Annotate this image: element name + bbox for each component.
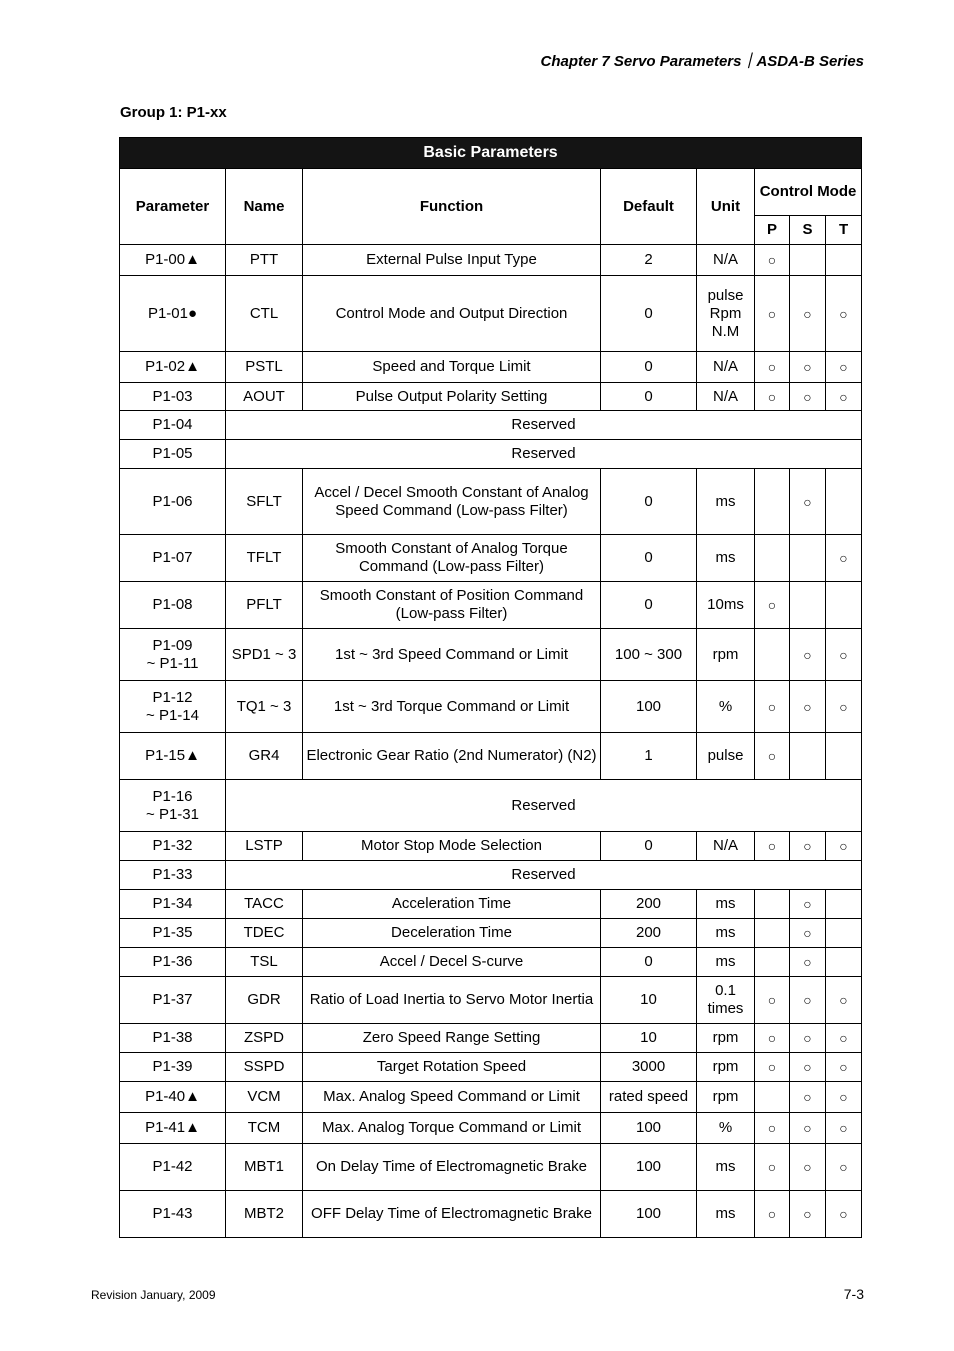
cell-unit: pulse Rpm N.M bbox=[697, 276, 755, 352]
cell-default: 1 bbox=[601, 733, 697, 780]
cell-default: 10 bbox=[601, 1024, 697, 1053]
cell-parameter: P1-38 bbox=[120, 1024, 226, 1053]
cell-unit: ms bbox=[697, 919, 755, 948]
cell-default: 100 ~ 300 bbox=[601, 629, 697, 681]
table-row bbox=[120, 1082, 862, 1113]
chapter-header: Chapter 7 Servo Parameters｜ASDA-B Series bbox=[540, 53, 864, 70]
cell-mode-t bbox=[826, 948, 862, 977]
cell-parameter: P1-12 ~ P1-14 bbox=[120, 681, 226, 733]
cell-function: Zero Speed Range Setting bbox=[303, 1024, 601, 1053]
cell-mode-s bbox=[790, 245, 826, 276]
col-name: Name bbox=[226, 169, 303, 245]
cell-mode-t bbox=[826, 919, 862, 948]
cell-default: 0 bbox=[601, 276, 697, 352]
cell-mode-s: ○ bbox=[790, 890, 826, 919]
cell-mode-p: ○ bbox=[755, 383, 790, 411]
table-row bbox=[120, 276, 862, 352]
table-row bbox=[120, 780, 862, 832]
cell-default: 0 bbox=[601, 535, 697, 582]
col-mode-t: T bbox=[826, 216, 862, 245]
cell-function: Speed and Torque Limit bbox=[303, 352, 601, 383]
col-function: Function bbox=[303, 169, 601, 245]
revision-footer: Revision January, 2009 bbox=[91, 1288, 216, 1302]
table-row bbox=[120, 1113, 862, 1144]
cell-name: PTT bbox=[226, 245, 303, 276]
cell-mode-s: ○ bbox=[790, 469, 826, 535]
table-row bbox=[120, 977, 862, 1024]
cell-mode-s: ○ bbox=[790, 1024, 826, 1053]
cell-mode-p: ○ bbox=[755, 1191, 790, 1238]
cell-function: OFF Delay Time of Electromagnetic Brake bbox=[303, 1191, 601, 1238]
cell-mode-s: ○ bbox=[790, 1082, 826, 1113]
col-control-mode: Control Mode bbox=[755, 169, 862, 216]
cell-parameter: P1-34 bbox=[120, 890, 226, 919]
table-row bbox=[120, 629, 862, 681]
cell-unit: 0.1 times bbox=[697, 977, 755, 1024]
cell-parameter: P1-43 bbox=[120, 1191, 226, 1238]
cell-parameter: P1-08 bbox=[120, 582, 226, 629]
cell-parameter: P1-16 ~ P1-31 bbox=[120, 780, 226, 832]
page-number: 7-3 bbox=[843, 1286, 864, 1302]
cell-default: 0 bbox=[601, 352, 697, 383]
cell-mode-s: ○ bbox=[790, 1113, 826, 1144]
cell-function: Pulse Output Polarity Setting bbox=[303, 383, 601, 411]
table-row bbox=[120, 733, 862, 780]
cell-parameter: P1-15▲ bbox=[120, 733, 226, 780]
cell-mode-s: ○ bbox=[790, 1191, 826, 1238]
cell-unit: rpm bbox=[697, 1082, 755, 1113]
cell-default: 0 bbox=[601, 469, 697, 535]
cell-unit: ms bbox=[697, 1191, 755, 1238]
cell-reserved: Reserved bbox=[226, 411, 862, 440]
group-title: Group 1: P1-xx bbox=[120, 104, 227, 121]
cell-default: 200 bbox=[601, 890, 697, 919]
cell-unit: pulse bbox=[697, 733, 755, 780]
cell-default: 100 bbox=[601, 681, 697, 733]
cell-mode-t: ○ bbox=[826, 1191, 862, 1238]
cell-function: Motor Stop Mode Selection bbox=[303, 832, 601, 861]
cell-parameter: P1-02▲ bbox=[120, 352, 226, 383]
cell-name: MBT2 bbox=[226, 1191, 303, 1238]
table-row bbox=[120, 411, 862, 440]
cell-parameter: P1-40▲ bbox=[120, 1082, 226, 1113]
cell-name: SFLT bbox=[226, 469, 303, 535]
table-row bbox=[120, 919, 862, 948]
table-row bbox=[120, 681, 862, 733]
cell-mode-t: ○ bbox=[826, 629, 862, 681]
cell-default: 2 bbox=[601, 245, 697, 276]
cell-mode-p bbox=[755, 919, 790, 948]
cell-name: CTL bbox=[226, 276, 303, 352]
cell-mode-t: ○ bbox=[826, 1082, 862, 1113]
cell-unit: ms bbox=[697, 890, 755, 919]
cell-mode-s: ○ bbox=[790, 977, 826, 1024]
cell-mode-p: ○ bbox=[755, 832, 790, 861]
cell-mode-s bbox=[790, 535, 826, 582]
cell-name: PSTL bbox=[226, 352, 303, 383]
table-row bbox=[120, 1144, 862, 1191]
cell-mode-s bbox=[790, 582, 826, 629]
cell-default: 0 bbox=[601, 383, 697, 411]
cell-mode-t: ○ bbox=[826, 1144, 862, 1191]
cell-unit: ms bbox=[697, 948, 755, 977]
cell-function: 1st ~ 3rd Torque Command or Limit bbox=[303, 681, 601, 733]
cell-default: 100 bbox=[601, 1191, 697, 1238]
cell-mode-t: ○ bbox=[826, 977, 862, 1024]
cell-mode-t: ○ bbox=[826, 1053, 862, 1082]
cell-mode-t: ○ bbox=[826, 1024, 862, 1053]
table-row bbox=[120, 469, 862, 535]
col-mode-s: S bbox=[790, 216, 826, 245]
cell-unit: ms bbox=[697, 469, 755, 535]
col-parameter: Parameter bbox=[120, 169, 226, 245]
cell-mode-p: ○ bbox=[755, 1113, 790, 1144]
cell-mode-s bbox=[790, 733, 826, 780]
col-unit: Unit bbox=[697, 169, 755, 245]
cell-function: Smooth Constant of Analog Torque Command (Low-pass Filter) bbox=[303, 535, 601, 582]
cell-function: Electronic Gear Ratio (2nd Numerator) (N2) bbox=[303, 733, 601, 780]
cell-name: SSPD bbox=[226, 1053, 303, 1082]
cell-unit: N/A bbox=[697, 383, 755, 411]
cell-reserved: Reserved bbox=[226, 780, 862, 832]
cell-parameter: P1-06 bbox=[120, 469, 226, 535]
cell-mode-s: ○ bbox=[790, 352, 826, 383]
cell-unit: N/A bbox=[697, 245, 755, 276]
cell-function: 1st ~ 3rd Speed Command or Limit bbox=[303, 629, 601, 681]
cell-name: TQ1 ~ 3 bbox=[226, 681, 303, 733]
table-body bbox=[120, 245, 862, 1238]
cell-parameter: P1-05 bbox=[120, 440, 226, 469]
cell-mode-t: ○ bbox=[826, 832, 862, 861]
table-row bbox=[120, 890, 862, 919]
cell-mode-s: ○ bbox=[790, 383, 826, 411]
cell-default: 0 bbox=[601, 948, 697, 977]
cell-name: GDR bbox=[226, 977, 303, 1024]
cell-mode-p bbox=[755, 629, 790, 681]
cell-name: GR4 bbox=[226, 733, 303, 780]
cell-mode-s: ○ bbox=[790, 919, 826, 948]
cell-mode-p: ○ bbox=[755, 681, 790, 733]
cell-function: On Delay Time of Electromagnetic Brake bbox=[303, 1144, 601, 1191]
cell-unit: N/A bbox=[697, 352, 755, 383]
cell-unit: rpm bbox=[697, 629, 755, 681]
cell-mode-t: ○ bbox=[826, 276, 862, 352]
cell-mode-t bbox=[826, 469, 862, 535]
cell-function: Accel / Decel S-curve bbox=[303, 948, 601, 977]
cell-default: 100 bbox=[601, 1113, 697, 1144]
cell-default: 0 bbox=[601, 832, 697, 861]
cell-parameter: P1-36 bbox=[120, 948, 226, 977]
cell-default: rated speed bbox=[601, 1082, 697, 1113]
cell-mode-p bbox=[755, 948, 790, 977]
cell-name: ZSPD bbox=[226, 1024, 303, 1053]
cell-mode-t: ○ bbox=[826, 1113, 862, 1144]
cell-parameter: P1-39 bbox=[120, 1053, 226, 1082]
cell-mode-p bbox=[755, 890, 790, 919]
cell-mode-p: ○ bbox=[755, 1144, 790, 1191]
cell-function: Max. Analog Speed Command or Limit bbox=[303, 1082, 601, 1113]
table-row bbox=[120, 582, 862, 629]
cell-default: 10 bbox=[601, 977, 697, 1024]
cell-mode-p: ○ bbox=[755, 352, 790, 383]
cell-mode-s: ○ bbox=[790, 832, 826, 861]
cell-function: Deceleration Time bbox=[303, 919, 601, 948]
cell-unit: rpm bbox=[697, 1053, 755, 1082]
table-row bbox=[120, 440, 862, 469]
cell-mode-p bbox=[755, 535, 790, 582]
cell-mode-t bbox=[826, 733, 862, 780]
cell-parameter: P1-09 ~ P1-11 bbox=[120, 629, 226, 681]
cell-mode-s: ○ bbox=[790, 1144, 826, 1191]
table-row bbox=[120, 535, 862, 582]
cell-parameter: P1-03 bbox=[120, 383, 226, 411]
cell-mode-p: ○ bbox=[755, 276, 790, 352]
table-row bbox=[120, 1024, 862, 1053]
cell-parameter: P1-35 bbox=[120, 919, 226, 948]
table-row bbox=[120, 352, 862, 383]
table-row bbox=[120, 1191, 862, 1238]
cell-function: Accel / Decel Smooth Constant of Analog Speed Command (Low-pass Filter) bbox=[303, 469, 601, 535]
cell-unit: % bbox=[697, 681, 755, 733]
cell-mode-t bbox=[826, 245, 862, 276]
cell-name: SPD1 ~ 3 bbox=[226, 629, 303, 681]
cell-mode-s: ○ bbox=[790, 276, 826, 352]
basic-parameters-table bbox=[119, 137, 862, 1238]
cell-unit: rpm bbox=[697, 1024, 755, 1053]
cell-mode-p: ○ bbox=[755, 582, 790, 629]
cell-parameter: P1-00▲ bbox=[120, 245, 226, 276]
table-row bbox=[120, 245, 862, 276]
cell-function: External Pulse Input Type bbox=[303, 245, 601, 276]
cell-name: TCM bbox=[226, 1113, 303, 1144]
cell-mode-s: ○ bbox=[790, 1053, 826, 1082]
table-row bbox=[120, 832, 862, 861]
cell-function: Acceleration Time bbox=[303, 890, 601, 919]
cell-mode-t: ○ bbox=[826, 681, 862, 733]
cell-parameter: P1-32 bbox=[120, 832, 226, 861]
cell-function: Target Rotation Speed bbox=[303, 1053, 601, 1082]
cell-mode-p: ○ bbox=[755, 977, 790, 1024]
cell-name: TSL bbox=[226, 948, 303, 977]
cell-default: 3000 bbox=[601, 1053, 697, 1082]
cell-mode-p: ○ bbox=[755, 1024, 790, 1053]
cell-mode-s: ○ bbox=[790, 629, 826, 681]
col-default: Default bbox=[601, 169, 697, 245]
cell-mode-p bbox=[755, 469, 790, 535]
cell-mode-t: ○ bbox=[826, 383, 862, 411]
cell-unit: 10ms bbox=[697, 582, 755, 629]
cell-name: AOUT bbox=[226, 383, 303, 411]
cell-unit: ms bbox=[697, 535, 755, 582]
cell-unit: N/A bbox=[697, 832, 755, 861]
table-row bbox=[120, 861, 862, 890]
cell-mode-s: ○ bbox=[790, 948, 826, 977]
cell-mode-t: ○ bbox=[826, 352, 862, 383]
col-mode-p: P bbox=[755, 216, 790, 245]
cell-name: TACC bbox=[226, 890, 303, 919]
cell-parameter: P1-33 bbox=[120, 861, 226, 890]
cell-mode-p: ○ bbox=[755, 733, 790, 780]
cell-parameter: P1-04 bbox=[120, 411, 226, 440]
cell-default: 200 bbox=[601, 919, 697, 948]
cell-mode-t bbox=[826, 890, 862, 919]
cell-function: Smooth Constant of Position Command (Low-pass Filter) bbox=[303, 582, 601, 629]
cell-mode-p: ○ bbox=[755, 245, 790, 276]
cell-mode-p: ○ bbox=[755, 1053, 790, 1082]
cell-reserved: Reserved bbox=[226, 440, 862, 469]
cell-mode-t bbox=[826, 582, 862, 629]
cell-name: MBT1 bbox=[226, 1144, 303, 1191]
cell-function: Control Mode and Output Direction bbox=[303, 276, 601, 352]
cell-default: 0 bbox=[601, 582, 697, 629]
table-row bbox=[120, 383, 862, 411]
cell-name: PFLT bbox=[226, 582, 303, 629]
table-row bbox=[120, 1053, 862, 1082]
table-row bbox=[120, 948, 862, 977]
cell-parameter: P1-41▲ bbox=[120, 1113, 226, 1144]
cell-mode-p bbox=[755, 1082, 790, 1113]
cell-parameter: P1-07 bbox=[120, 535, 226, 582]
cell-name: TFLT bbox=[226, 535, 303, 582]
cell-name: VCM bbox=[226, 1082, 303, 1113]
cell-parameter: P1-42 bbox=[120, 1144, 226, 1191]
cell-function: Max. Analog Torque Command or Limit bbox=[303, 1113, 601, 1144]
cell-parameter: P1-37 bbox=[120, 977, 226, 1024]
cell-mode-s: ○ bbox=[790, 681, 826, 733]
cell-unit: % bbox=[697, 1113, 755, 1144]
cell-parameter: P1-01● bbox=[120, 276, 226, 352]
table-banner: Basic Parameters bbox=[120, 138, 862, 169]
cell-name: LSTP bbox=[226, 832, 303, 861]
cell-unit: ms bbox=[697, 1144, 755, 1191]
cell-function: Ratio of Load Inertia to Servo Motor Inertia bbox=[303, 977, 601, 1024]
cell-name: TDEC bbox=[226, 919, 303, 948]
cell-mode-t: ○ bbox=[826, 535, 862, 582]
cell-reserved: Reserved bbox=[226, 861, 862, 890]
cell-default: 100 bbox=[601, 1144, 697, 1191]
